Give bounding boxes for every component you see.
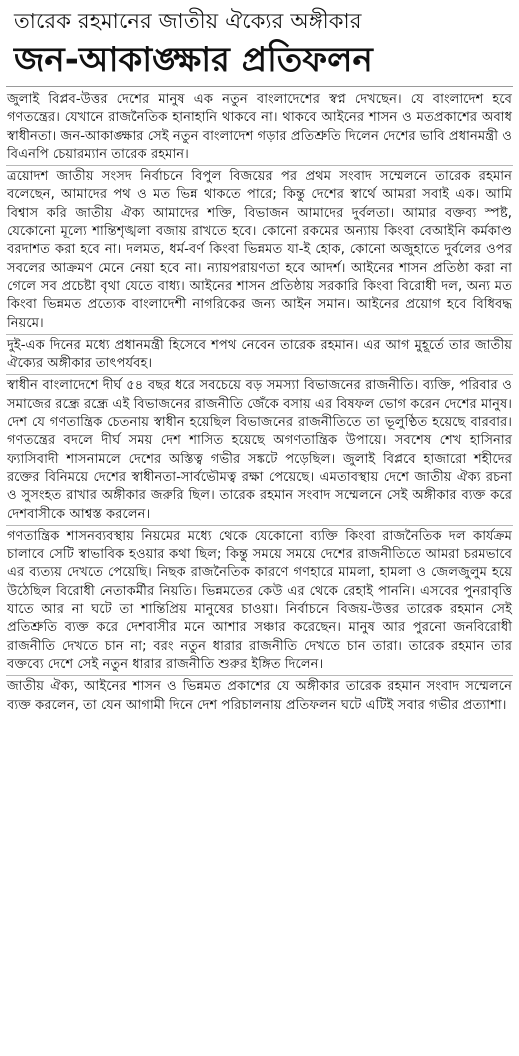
article-paragraph: জাতীয় ঐক্য, আইনের শাসন ও ভিন্নমত প্রকাশের যে অঙ্গীকার তারেক রহমান সংবাদ সম্মেলনে ব্যক্ত করলেন, তা যেন আগামী দিনে দেশ পরিচালনায় প্রতিফলন ঘটে এটিই সবার গভীর প্রত্যাশা। xyxy=(7,679,512,713)
headline-divider xyxy=(6,86,513,87)
editorial-article xyxy=(6,6,513,1050)
article-paragraph: গণতান্ত্রিক শাসনব্যবস্থায় নিয়মের মধ্যে থেকে যেকোনো ব্যক্তি কিংবা রাজনৈতিক দল কার্যক্রম চালাবে সেটি স্বাভাবিক হওয়ার কথা ছিল; কিন্তু সময়ে সময়ে দেশের রাজনীতিতে আমরা চরমভাবে এর ব্যত্যয় দেখতে পেয়েছি। নিছক রাজনৈতিক কারণে গণহারে মামলা, হামলা ও জেলজুলুম হয়ে উঠেছিল বিরোধী নেতাকর্মীর নিয়তি। ভিন্নমতের কেউ এর থেকে রেহাই পাননি। এসবের পুনরাবৃত্তি যাতে আর না ঘটে তা শান্তিপ্রিয় মানুষের চাওয়া। নির্বাচনে বিজয়-উত্তর তারেক রহমান সেই প্রতিশ্রুতি ব্যক্ত করে দেশবাসীর মনে আশার সঞ্চার করেছেন। মানুষ আর পুরনো জনবিরোধী রাজনীতি দেখতে চান না; বরং নতুন ধারার রাজনীতি দেখতে চান তারা। তারেক রহমান তার বক্তব্যে দেশে সেই নতুন ধারার রাজনীতি শুরুর ইঙ্গিত দিলেন। xyxy=(6,528,513,676)
article-paragraph: দুই-এক দিনের মধ্যে প্রধানমন্ত্রী হিসেবে শপথ নেবেন তারেক রহমান। এর আগ মুহূর্তে তার জাতীয় ঐক্যের অঙ্গীকার তাৎপর্যবহ। xyxy=(6,337,513,376)
article-paragraph: ত্রয়োদশ জাতীয় সংসদ নির্বাচনে বিপুল বিজয়ের পর প্রথম সংবাদ সম্মেলনে তারেক রহমান বলেছেন, আমাদের পথ ও মত ভিন্ন থাকতে পারে; কিন্তু দেশের স্বার্থে আমরা সবাই এক। আমি বিশ্বাস করি জাতীয় ঐক্য আমাদের শক্তি, বিভাজন আমাদের দুর্বলতা। আমার বক্তব্য স্পষ্ট, যেকোনো মূল্যে শান্তিশৃঙ্খলা বজায় রাখতে হবে। কোনো রকমের অন্যায় কিংবা বেআইনি কর্মকাণ্ড বরদাশত করা হবে না। দলমত, ধর্ম-বর্ণ কিংবা ভিন্নমত যা-ই হোক, কোনো অজুহাতে দুর্বলের ওপর সবলের আক্রমণ মেনে নেয়া হবে না। ন্যায়পরায়ণতা হবে আদর্শ। আইনের শাসন প্রতিষ্ঠা করা না গেলে সব প্রচেষ্টা বৃথা যেতে বাধ্য। আইনের শাসন প্রতিষ্ঠায় সরকারি কিংবা বিরোধী দল, অন্য মত কিংবা ভিন্নমত প্রত্যেক বাংলাদেশী নাগরিকের জন্য আইন সমান। আইনের প্রয়োগ হবে বিধিবদ্ধ নিয়মে। xyxy=(6,168,513,335)
article-paragraph: স্বাধীন বাংলাদেশে দীর্ঘ ৫৪ বছর ধরে সবচেয়ে বড় সমস্যা বিভাজনের রাজনীতি। ব্যক্তি, পরিবার ও সমাজের রন্ধ্রে রন্ধ্রে এই বিভাজনের রাজনীতি জেঁকে বসায় এর বিষফল ভোগ করেন দেশের মানুষ। দেশ যে গণতান্ত্রিক চেতনায় স্বাধীন হয়েছিল বিভাজনের রাজনীতিতে তা ভূলুণ্ঠিত হয়েছে বারবার। গণতন্ত্রের বদলে দীর্ঘ সময় দেশ শাসিত হয়েছে অগণতান্ত্রিক উপায়ে। সবশেষ শেখ হাসিনার ফ্যাসিবাদী শাসনামলে দেশের অস্তিত্ব গভীর সঙ্কটে পড়েছিল। জুলাই বিপ্লবে হাজারো শহীদের রক্তের বিনিময়ে দেশের স্বাধীনতা-সার্বভৌমত্ব রক্ষা পেয়েছে। এমতাবস্থায় দেশে জাতীয় ঐক্য রচনা ও সুসংহত রাখার অঙ্গীকার জরুরি ছিল। তারেক রহমান সংবাদ সম্মেলনে সেই অঙ্গীকার ব্যক্ত করে দেশবাসীকে আশ্বস্ত করলেন। xyxy=(6,377,513,525)
article-body xyxy=(6,91,513,716)
article-headline: জন-আকাঙ্ক্ষার প্রতিফলন xyxy=(14,40,373,80)
article-kicker: তারেক রহমানের জাতীয় ঐক্যের অঙ্গীকার xyxy=(14,9,362,33)
article-paragraph: জুলাই বিপ্লব-উত্তর দেশের মানুষ এক নতুন বাংলাদেশের স্বপ্ন দেখছেন। যে বাংলাদেশ হবে গণতন্ত্রের। যেখানে রাজনৈতিক হানাহানি থাকবে না। থাকবে আইনের শাসন ও মতপ্রকাশের অবাধ স্বাধীনতা। জন-আকাঙ্ক্ষার সেই নতুন বাংলাদেশ গড়ার প্রতিশ্রুতি দিলেন দেশের ভাবি প্রধানমন্ত্রী ও বিএনপি চেয়ারম্যান তারেক রহমান। xyxy=(6,91,513,166)
